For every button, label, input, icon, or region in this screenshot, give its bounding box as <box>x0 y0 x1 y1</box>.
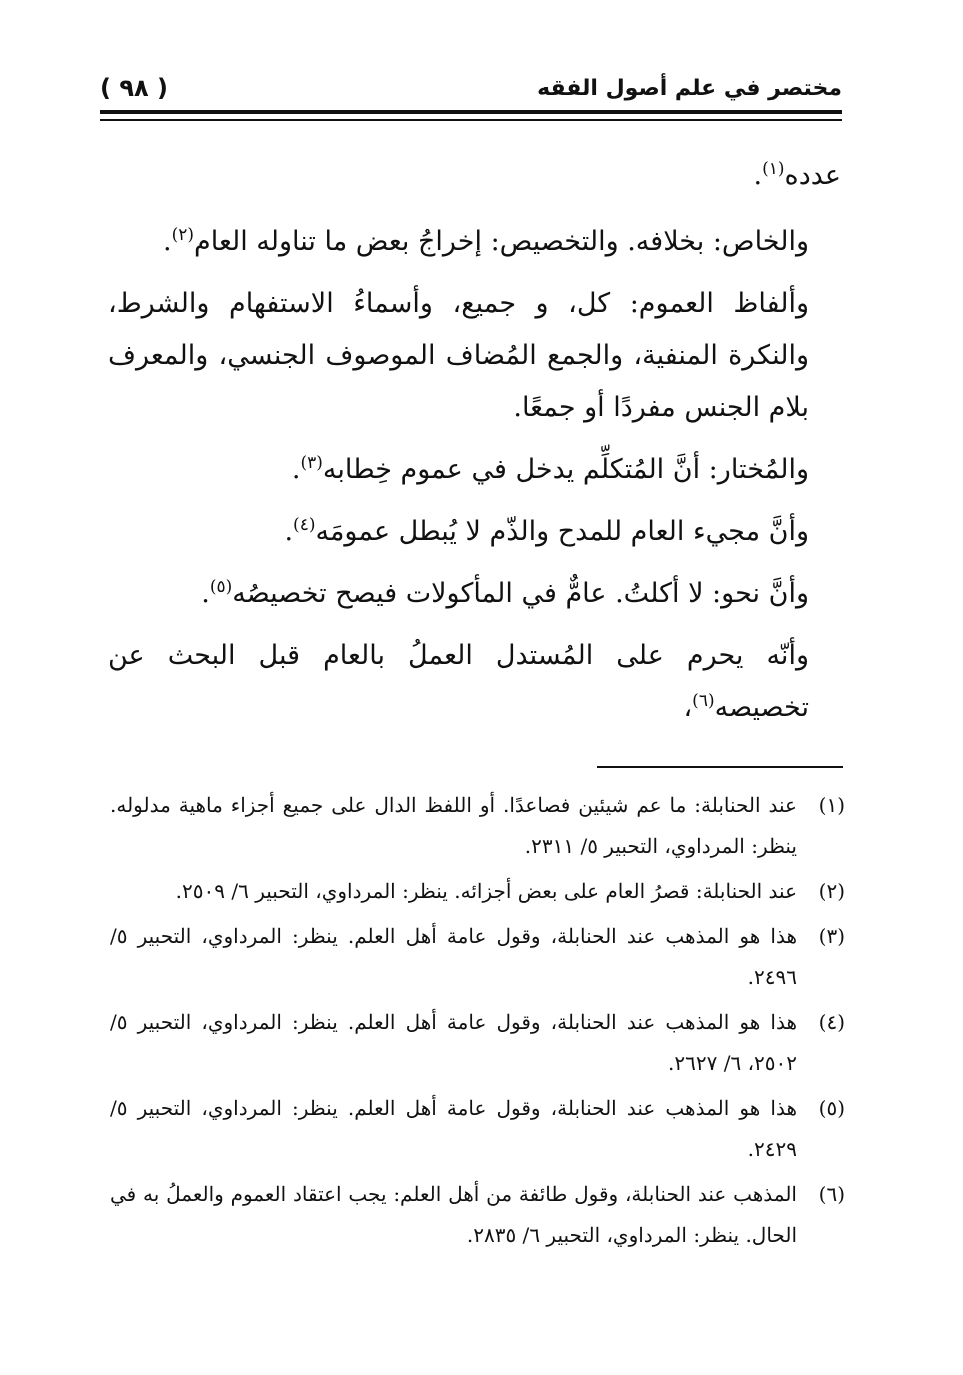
running-header <box>100 70 842 106</box>
footnote-text: المذهب عند الحنابلة، وقول طائفة من أهل العلم: يجب اعتقاد العموم والعملُ به في الحال. ينظر: المرداوي، التحبير ٦/ ٢٨٣٥. <box>110 1182 797 1247</box>
footnote-number: (٢) <box>818 879 845 903</box>
footnote-4 <box>110 1002 845 1084</box>
footnote-6 <box>110 1174 845 1256</box>
footnote-ref[interactable]: (٥) <box>209 577 233 597</box>
footnote-1 <box>110 785 845 867</box>
footnote-text: عند الحنابلة: ما عم شيئين فصاعدًا. أو اللفظ الدال على جميع أجزاء ماهية مدلوله. ينظر: المرداوي، التحبير ٥/ ٢٣١١. <box>110 793 797 858</box>
footnote-5 <box>110 1088 845 1170</box>
paragraph-definition-continuation: عدده$^{(١)}$. <box>753 159 841 191</box>
main-text <box>108 150 841 744</box>
footnote-ref[interactable]: (٦) <box>692 691 715 711</box>
page-number: ( ٩٨ ) <box>100 74 168 102</box>
footnote-2 <box>110 871 845 912</box>
header-rule-thin <box>100 119 842 121</box>
footnote-text: عند الحنابلة: قصرُ العام على بعض أجزائه. ينظر: المرداوي، التحبير ٦/ ٢٥٠٩. <box>175 879 797 903</box>
footnote-separator <box>597 766 843 768</box>
footnote-ref[interactable]: (٤) <box>293 515 316 535</box>
footnote-text: هذا هو المذهب عند الحنابلة، وقول عامة أهل العلم. ينظر: المرداوي، التحبير ٥/ ٢٤٩٦. <box>110 924 797 989</box>
footnote-number: (٤) <box>818 1010 845 1034</box>
footnote-ref[interactable]: (٢) <box>171 225 194 245</box>
book-title: مختصر في علم أصول الفقه <box>537 76 842 101</box>
footnotes <box>110 785 845 1260</box>
paragraph-mustadil: وأنّه يحرم على المُستدل العملُ بالعام قبل البحث عن تخصيصه$^{(٦)}$، <box>108 640 809 723</box>
header-rule-thick <box>100 110 842 114</box>
paragraph-la-akaltu: وأنَّ نحو: لا أكلتُ. عامٌّ في المأكولات فيصح تخصيصُه$^{(٥)}$. <box>201 577 809 609</box>
footnote-text: هذا هو المذهب عند الحنابلة، وقول عامة أهل العلم. ينظر: المرداوي، التحبير ٥/ ٢٥٠٢، ٦/ ٢٦٢٧. <box>110 1010 797 1075</box>
paragraph-khas: والخاص: بخلافه. والتخصيص: إخراجُ بعض ما تناوله العام$^{(٢)}$. <box>162 225 809 257</box>
footnote-number: (٣) <box>818 924 845 948</box>
paragraph-alfaz-al-umum: وألفاظ العموم: كل، و جميع، وأسماءُ الاستفهام والشرط، والنكرة المنفية، والجمع المُضاف الموصوف الجنسي، والمعرف بلام الجنس مفردًا أو جمعًا. <box>108 288 809 423</box>
footnote-number: (١) <box>818 793 845 817</box>
footnote-number: (٦) <box>818 1182 845 1206</box>
paragraph-madh-dhamm: وأنَّ مجيء العام للمدح والذّم لا يُبطل عمومَه$^{(٤)}$. <box>284 515 809 547</box>
paragraph-mukhtar: والمُختار: أنَّ المُتكلِّم يدخل في عموم خِطابه$^{(٣)}$. <box>291 453 809 485</box>
footnote-number: (٥) <box>818 1096 845 1120</box>
footnote-text: هذا هو المذهب عند الحنابلة، وقول عامة أهل العلم. ينظر: المرداوي، التحبير ٥/ ٢٤٢٩. <box>110 1096 797 1161</box>
footnote-ref[interactable]: (٣) <box>300 453 323 473</box>
footnote-3 <box>110 916 845 998</box>
footnote-ref[interactable]: (١) <box>762 159 785 179</box>
